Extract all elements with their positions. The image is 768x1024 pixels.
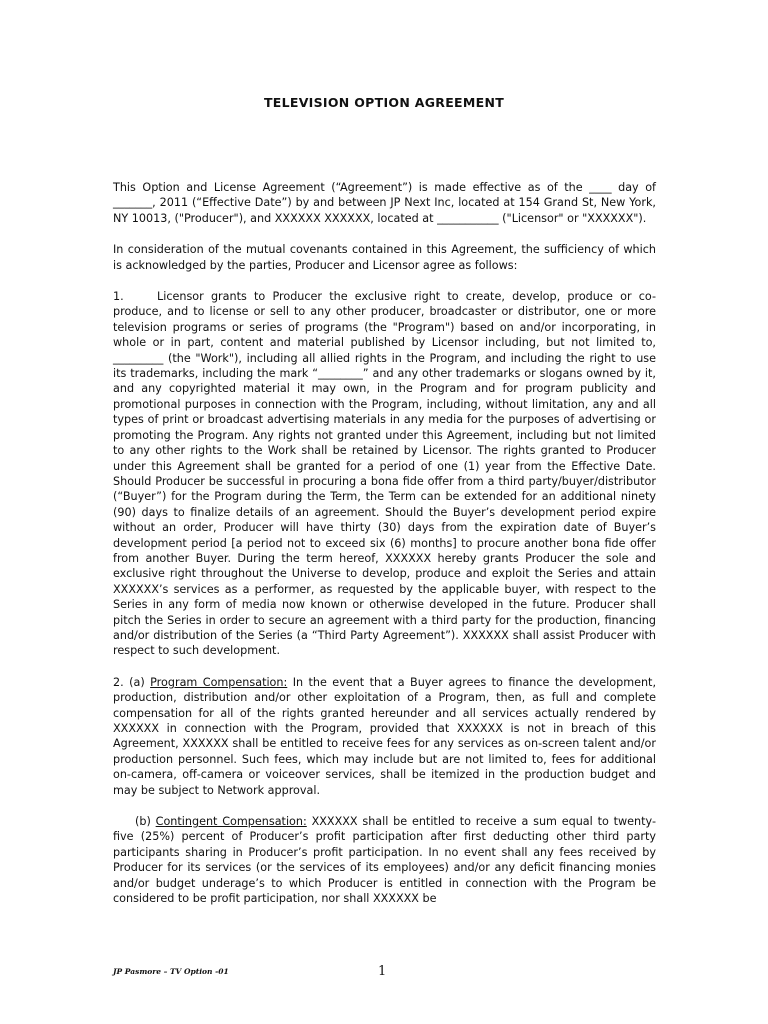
section-1-text: Licensor grants to Producer the exclusive right to create, develop, produce or co-produce, and to license or sell to any other producer, broadcaster or distributor, one or more television programs or series of programs (the "Program") based on and/or incorporating, in whole or in part, content and material published by Licensor including, but not limited to, _________ (the "Work"), including all allied rights in the Program, and including the right to use its trademarks, including the mark “________” and any other trademarks or slogans owned by it, and any copyrighted material it may own, in the Program and for program publicity and promotional purposes in connection with the Program, including, without limitation, any and all types of print or broadcast advertising materials in any media for the purposes of advertising or promoting the Program. Any rights not granted under this Agreement, including but not limited to any other rights to the Work shall be retained by Licensor. The rights granted to Producer under this Agreement shall be granted for a period of one (1) year from the Effective Date. Should Producer be successful in procuring a bona fide offer from a third party/buyer/distributor (“Buyer”) for the Program during the Term, the Term can be extended for an additional ninety (90) days to finalize details of an agreement. Should the Buyer’s development period expire without an order, Producer will have thirty (30) days from the expiration date of Buyer’s development period [a period not to exceed six (6) months] to procure another bona fide offer from another Buyer. During the term hereof, XXXXXX hereby grants Producer the sole and exclusive right throughout the Universe to develop, produce and exploit the Series and attain XXXXXX’s services as a performer, as requested by the applicable buyer, with respect to the Series in any form of media now known or otherwise developed in the future. Producer shall pitch the Series in order to secure an agreement with a third party for the production, financing and/or distribution of the Series (a “Third Party Agreement”). XXXXXX shall assist Producer with respect to such development. bbox=[113, 290, 656, 658]
section-2b-heading: Contingent Compensation: bbox=[155, 815, 307, 829]
section-2b-prefix: (b) bbox=[135, 815, 156, 829]
document-title: TELEVISION OPTION AGREEMENT bbox=[263, 95, 505, 110]
section-2b-paragraph bbox=[113, 814, 656, 906]
section-2a-text: In the event that a Buyer agrees to finance the development, production, distribution and/or other exploitation of a Program, then, as full and complete compensation for all of the rights granted hereunder and all services actually rendered by XXXXXX in connection with the Program, provided that XXXXXX is not in breach of this Agreement, XXXXXX shall be entitled to receive fees for any services as on-screen talent and/or production personnel. Such fees, which may include but are not limited to, fees for additional on-camera, off-camera or voiceover services, shall be itemized in the production budget and may be subject to Network approval. bbox=[113, 675, 657, 797]
intro-paragraph: This Option and License Agreement (“Agreement”) is made effective as of the ____ day of _______, 2011 (“Effective Date”) by and between JP Next Inc, located at 154 Grand St, New York, NY 10013, ("Producer"), and XXXXXX XXXXXX, located at ___________ ("Licensor" or "XXXXXX"). bbox=[113, 181, 656, 225]
section-2a-prefix: 2. (a) bbox=[113, 675, 151, 689]
section-1-number: 1. bbox=[113, 290, 124, 304]
section-2a-paragraph bbox=[113, 675, 656, 798]
consideration-paragraph: In consideration of the mutual covenants contained in this Agreement, the sufficiency of which is acknowledged by the parties, Producer and Licensor agree as follows: bbox=[113, 243, 656, 272]
section-2a-heading: Program Compensation: bbox=[150, 675, 288, 689]
document-body bbox=[113, 180, 656, 922]
page-number: 1 bbox=[378, 964, 387, 979]
footer-document-id: JP Pasmore – TV Option -01 bbox=[113, 967, 229, 976]
section-2b-text: XXXXXX shall be entitled to receive a sum equal to twenty-five (25%) percent of Producer’s profit participation after first deducting other third party participants sharing in Producer’s profit participation. In no event shall any fees received by Producer for its services (or the services of its employees) and/or any deficit financing monies and/or budget underage’s to which Producer is entitled in connection with the Program be considered to be profit participation, nor shall XXXXXX be bbox=[113, 815, 656, 906]
section-1-paragraph bbox=[113, 289, 656, 659]
